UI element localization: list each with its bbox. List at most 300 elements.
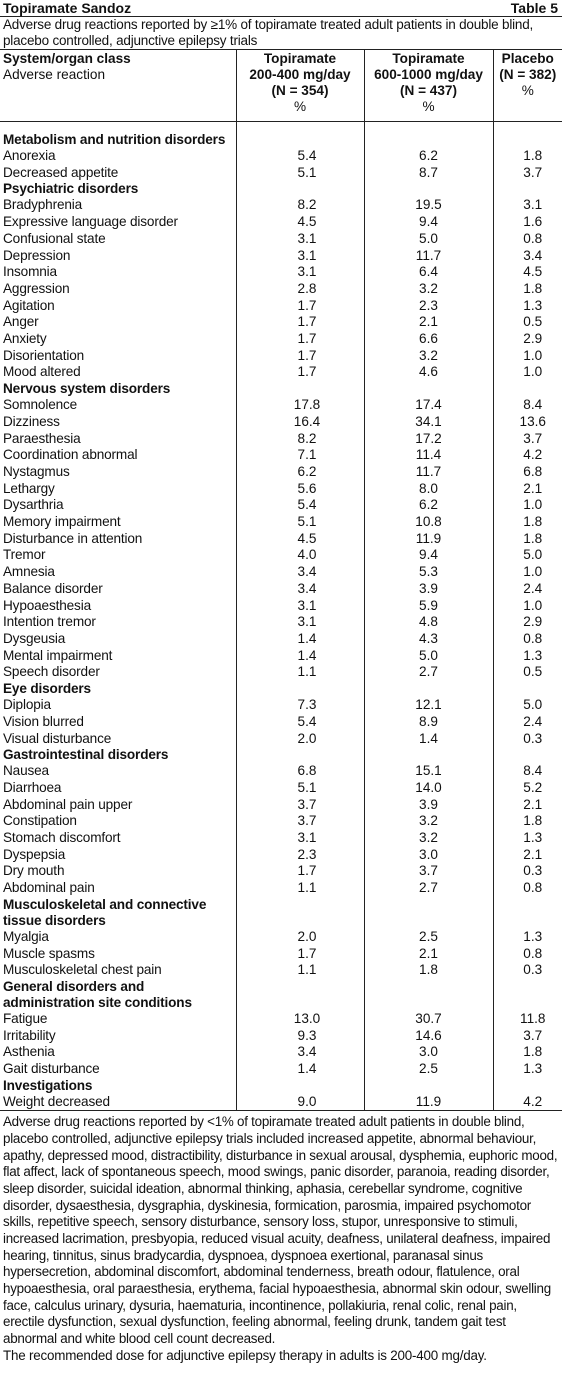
- value-t600: 3.7: [364, 863, 493, 880]
- table-row: [0, 780, 562, 797]
- section-cell-empty: [364, 181, 493, 197]
- table-row: [0, 1044, 562, 1061]
- value-t600: 6.2: [364, 148, 493, 165]
- table-row: [0, 847, 562, 864]
- value-placebo: 1.8: [493, 148, 562, 165]
- table-row: [0, 598, 562, 615]
- value-placebo: 4.5: [493, 264, 562, 281]
- document-title: Topiramate Sandoz: [3, 0, 132, 16]
- reaction-name: Constipation: [3, 813, 77, 829]
- table-row: [0, 697, 562, 714]
- column-header-t600-unit: %: [422, 99, 435, 114]
- value-t600: 2.3: [364, 298, 493, 315]
- value-placebo: 1.8: [493, 531, 562, 548]
- section-name: Nervous system disorders: [3, 381, 171, 397]
- column-header-t600: [364, 50, 493, 122]
- value-placebo: 5.0: [493, 547, 562, 564]
- reaction-name: Visual disturbance: [3, 730, 112, 746]
- value-t600: 11.4: [364, 447, 493, 464]
- value-t200: 5.6: [236, 481, 364, 498]
- reaction-name: Disturbance in attention: [3, 530, 143, 546]
- reaction-name: Expressive language disorder: [3, 214, 178, 230]
- column-header-class-title: System/organ class: [3, 51, 131, 66]
- reaction-name: Dyspepsia: [3, 846, 66, 862]
- table-row: [0, 581, 562, 598]
- reaction-name: Bradyphrenia: [3, 197, 83, 213]
- section-row: [0, 681, 562, 697]
- value-t600: 3.0: [364, 847, 493, 864]
- reaction-name: Agitation: [3, 297, 55, 313]
- value-t200: 3.4: [236, 581, 364, 598]
- section-cell-empty: [236, 1078, 364, 1094]
- value-t600: 5.3: [364, 564, 493, 581]
- reaction-name: Disorientation: [3, 347, 85, 363]
- table-body: [0, 122, 562, 1111]
- value-t200: 8.2: [236, 431, 364, 448]
- value-t200: 5.4: [236, 148, 364, 165]
- value-t200: 3.1: [236, 264, 364, 281]
- table-row: [0, 631, 562, 648]
- value-placebo: 0.5: [493, 664, 562, 681]
- value-placebo: 2.9: [493, 614, 562, 631]
- table-row: [0, 1028, 562, 1045]
- reaction-name: Abdominal pain upper: [3, 796, 133, 812]
- value-t600: 3.0: [364, 1044, 493, 1061]
- value-t600: 9.4: [364, 547, 493, 564]
- value-t600: 17.2: [364, 431, 493, 448]
- section-name: Investigations: [3, 1077, 93, 1093]
- value-placebo: 0.8: [493, 231, 562, 248]
- value-placebo: 1.6: [493, 214, 562, 231]
- reaction-name: Aggression: [3, 280, 70, 296]
- value-t200: 1.7: [236, 348, 364, 365]
- reaction-name: Anger: [3, 314, 39, 330]
- value-t200: 4.5: [236, 214, 364, 231]
- column-header-t600-dose: 600-1000 mg/day: [374, 67, 483, 82]
- value-t600: 3.2: [364, 830, 493, 847]
- value-placebo: 1.0: [493, 598, 562, 615]
- value-t600: 11.7: [364, 464, 493, 481]
- reaction-name: Intention tremor: [3, 614, 96, 630]
- value-t200: 5.1: [236, 780, 364, 797]
- reaction-name: Coordination abnormal: [3, 447, 138, 463]
- value-placebo: 5.2: [493, 780, 562, 797]
- column-header-class-sub: Adverse reaction: [3, 67, 106, 82]
- table-header: [0, 50, 562, 122]
- value-t200: 1.7: [236, 946, 364, 963]
- value-placebo: 4.2: [493, 447, 562, 464]
- value-t600: 11.9: [364, 1094, 493, 1111]
- value-t600: 2.5: [364, 929, 493, 946]
- reaction-name: Dry mouth: [3, 863, 65, 879]
- value-placebo: 0.8: [493, 880, 562, 897]
- value-t600: 1.8: [364, 962, 493, 979]
- section-name: General disorders and administration site conditions: [3, 978, 192, 1010]
- table-row: [0, 763, 562, 780]
- value-t600: 2.7: [364, 880, 493, 897]
- table-row: [0, 1011, 562, 1028]
- table-row: [0, 863, 562, 880]
- table-row: [0, 929, 562, 946]
- dose-note: The recommended dose for adjunctive epilepsy therapy in adults is 200-400 mg/day.: [3, 1347, 487, 1363]
- value-placebo: 1.0: [493, 364, 562, 381]
- value-t200: 1.1: [236, 962, 364, 979]
- reaction-name: Diplopia: [3, 697, 51, 713]
- table-row: [0, 664, 562, 681]
- value-t600: 3.9: [364, 797, 493, 814]
- value-t200: 9.0: [236, 1094, 364, 1111]
- section-cell-empty: [364, 897, 493, 929]
- reaction-name: Amnesia: [3, 564, 55, 580]
- value-placebo: 3.7: [493, 1028, 562, 1045]
- value-placebo: 8.4: [493, 763, 562, 780]
- value-t200: 1.1: [236, 880, 364, 897]
- value-t200: 5.4: [236, 714, 364, 731]
- value-t600: 6.4: [364, 264, 493, 281]
- section-row: [0, 132, 562, 148]
- value-placebo: 2.4: [493, 581, 562, 598]
- value-t600: 34.1: [364, 414, 493, 431]
- table-row: [0, 1094, 562, 1111]
- value-placebo: 0.3: [493, 863, 562, 880]
- reaction-name: Memory impairment: [3, 514, 121, 530]
- reaction-name: Hypoaesthesia: [3, 597, 91, 613]
- value-placebo: 1.3: [493, 1061, 562, 1078]
- table-spacer-row: [0, 122, 562, 133]
- table-row: [0, 614, 562, 631]
- value-t200: 3.1: [236, 248, 364, 265]
- value-t200: 5.4: [236, 497, 364, 514]
- spacer-cell: [493, 122, 562, 133]
- spacer-cell: [0, 122, 236, 133]
- value-t200: 3.4: [236, 564, 364, 581]
- value-placebo: 1.3: [493, 929, 562, 946]
- column-header-t200-title: Topiramate: [263, 51, 337, 66]
- table-row: [0, 946, 562, 963]
- value-t600: 11.9: [364, 531, 493, 548]
- table-row: [0, 962, 562, 979]
- value-t200: 5.1: [236, 165, 364, 182]
- value-t200: 5.1: [236, 514, 364, 531]
- reaction-name: Decreased appetite: [3, 164, 119, 180]
- value-t200: 2.8: [236, 281, 364, 298]
- column-header-t600-n: (N = 437): [399, 83, 458, 98]
- table-row: [0, 648, 562, 665]
- value-t200: 7.3: [236, 697, 364, 714]
- table-row: [0, 481, 562, 498]
- reaction-name: Anxiety: [3, 331, 47, 347]
- table-row: [0, 731, 562, 748]
- reaction-name: Lethargy: [3, 480, 55, 496]
- column-header-t200-dose: 200-400 mg/day: [249, 67, 351, 82]
- value-placebo: 3.4: [493, 248, 562, 265]
- column-header-t200: [236, 50, 364, 122]
- table-row: [0, 298, 562, 315]
- reaction-name: Nausea: [3, 763, 49, 779]
- value-t600: 1.4: [364, 731, 493, 748]
- value-placebo: 13.6: [493, 414, 562, 431]
- table-row: [0, 464, 562, 481]
- value-t600: 14.6: [364, 1028, 493, 1045]
- spacer-cell: [364, 122, 493, 133]
- table-row: [0, 214, 562, 231]
- table-label: Table 5: [510, 0, 558, 16]
- section-row: [0, 381, 562, 397]
- value-t600: 9.4: [364, 214, 493, 231]
- value-t600: 3.2: [364, 813, 493, 830]
- value-t200: 1.7: [236, 298, 364, 315]
- value-t600: 5.9: [364, 598, 493, 615]
- value-placebo: 8.4: [493, 397, 562, 414]
- table-row: [0, 797, 562, 814]
- reaction-name: Musculoskeletal chest pain: [3, 962, 162, 978]
- value-placebo: 2.4: [493, 714, 562, 731]
- value-t600: 4.8: [364, 614, 493, 631]
- table-row: [0, 447, 562, 464]
- table-row: [0, 813, 562, 830]
- table-row: [0, 547, 562, 564]
- table-row: [0, 281, 562, 298]
- value-t200: 1.1: [236, 664, 364, 681]
- value-t200: 1.4: [236, 631, 364, 648]
- section-cell-empty: [493, 979, 562, 1011]
- table-row: [0, 148, 562, 165]
- value-t600: 4.3: [364, 631, 493, 648]
- value-placebo: 3.1: [493, 197, 562, 214]
- table-row: [0, 431, 562, 448]
- value-placebo: 3.7: [493, 431, 562, 448]
- section-cell-empty: [364, 1078, 493, 1094]
- value-t600: 6.2: [364, 497, 493, 514]
- value-placebo: 4.2: [493, 1094, 562, 1111]
- value-t600: 3.2: [364, 281, 493, 298]
- reaction-name: Mood altered: [3, 364, 81, 380]
- section-cell-empty: [493, 181, 562, 197]
- value-placebo: 0.3: [493, 731, 562, 748]
- table-row: [0, 197, 562, 214]
- value-t200: 4.5: [236, 531, 364, 548]
- reaction-name: Depression: [3, 247, 71, 263]
- value-placebo: 6.8: [493, 464, 562, 481]
- value-t200: 3.1: [236, 614, 364, 631]
- table-row: [0, 248, 562, 265]
- value-t200: 1.7: [236, 314, 364, 331]
- reaction-name: Nystagmus: [3, 463, 70, 479]
- reaction-name: Balance disorder: [3, 580, 103, 596]
- value-t600: 8.9: [364, 714, 493, 731]
- table-row: [0, 564, 562, 581]
- value-t600: 19.5: [364, 197, 493, 214]
- section-name: Eye disorders: [3, 681, 91, 697]
- value-placebo: 2.1: [493, 481, 562, 498]
- table-row: [0, 331, 562, 348]
- value-t600: 30.7: [364, 1011, 493, 1028]
- section-cell-empty: [493, 747, 562, 763]
- section-cell-empty: [236, 132, 364, 148]
- value-t200: 3.1: [236, 231, 364, 248]
- value-t600: 2.5: [364, 1061, 493, 1078]
- value-t600: 5.0: [364, 231, 493, 248]
- value-placebo: 11.8: [493, 1011, 562, 1028]
- value-t600: 2.7: [364, 664, 493, 681]
- value-t200: 1.7: [236, 364, 364, 381]
- section-name: Metabolism and nutrition disorders: [3, 132, 226, 147]
- section-cell-empty: [364, 747, 493, 763]
- table-row: [0, 514, 562, 531]
- value-placebo: 1.3: [493, 648, 562, 665]
- reaction-name: Tremor: [3, 547, 46, 563]
- value-placebo: 1.3: [493, 830, 562, 847]
- reaction-name: Weight decreased: [3, 1093, 110, 1109]
- section-name: Musculoskeletal and connective tissue disorders: [3, 896, 207, 928]
- value-placebo: 5.0: [493, 697, 562, 714]
- section-cell-empty: [493, 132, 562, 148]
- value-t600: 6.6: [364, 331, 493, 348]
- reaction-name: Irritability: [3, 1027, 56, 1043]
- value-placebo: 0.8: [493, 946, 562, 963]
- value-placebo: 1.8: [493, 1044, 562, 1061]
- value-t600: 8.7: [364, 165, 493, 182]
- value-t200: 13.0: [236, 1011, 364, 1028]
- value-placebo: 1.8: [493, 813, 562, 830]
- value-t200: 3.7: [236, 813, 364, 830]
- value-t600: 2.1: [364, 314, 493, 331]
- reaction-name: Dysgeusia: [3, 630, 66, 646]
- table-row: [0, 231, 562, 248]
- reaction-name: Myalgia: [3, 928, 49, 944]
- section-row: [0, 747, 562, 763]
- value-t200: 1.4: [236, 648, 364, 665]
- adverse-reactions-table: [0, 50, 562, 1111]
- value-t600: 17.4: [364, 397, 493, 414]
- table-row: [0, 1061, 562, 1078]
- value-t600: 3.2: [364, 348, 493, 365]
- reaction-name: Vision blurred: [3, 713, 84, 729]
- reaction-name: Muscle spasms: [3, 945, 95, 961]
- section-cell-empty: [364, 681, 493, 697]
- section-name: Psychiatric disorders: [3, 181, 139, 197]
- value-t200: 9.3: [236, 1028, 364, 1045]
- column-header-placebo-unit: %: [521, 83, 534, 98]
- value-t600: 10.8: [364, 514, 493, 531]
- value-placebo: 2.9: [493, 331, 562, 348]
- value-t200: 3.4: [236, 1044, 364, 1061]
- value-t200: 3.1: [236, 830, 364, 847]
- column-header-placebo-n: (N = 382): [499, 67, 557, 82]
- document-header: [0, 0, 562, 17]
- section-cell-empty: [493, 1078, 562, 1094]
- value-placebo: 0.5: [493, 314, 562, 331]
- table-row: [0, 364, 562, 381]
- reaction-name: Insomnia: [3, 264, 57, 280]
- table-caption: Adverse drug reactions reported by ≥1% of topiramate treated adult patients in double blind, placebo controlled, adjunctive epilepsy trials: [0, 17, 562, 50]
- value-t200: 2.0: [236, 929, 364, 946]
- column-header-t200-n: (N = 354): [271, 83, 329, 98]
- value-t200: 3.7: [236, 797, 364, 814]
- value-t200: 2.0: [236, 731, 364, 748]
- value-placebo: 1.0: [493, 564, 562, 581]
- value-placebo: 2.1: [493, 847, 562, 864]
- value-t200: 7.1: [236, 447, 364, 464]
- section-row: [0, 1078, 562, 1094]
- value-t600: 14.0: [364, 780, 493, 797]
- footnote: Adverse drug reactions reported by <1% of topiramate treated adult patients in double blind, placebo controlled, adjunctive epilepsy trials included increased appetite, abnormal behaviour, apathy, depressed mood, distractibility, disturbance in sexual arousal, dysphemia, euphoric mood, flat affect, lack of spontaneous speech, mood swings, panic disorder, paranoia, reading disorder, sleep disorder, suicidal ideation, abnormal thinking, aphasia, cerebellar syndrome, cognitive disorder, dysaesthesia, dysgraphia, dyskinesia, formication, parosmia, impaired psychomotor skills, repetitive speech, sensory disturbance, sensory loss, stupor, unresponsive to stimuli, increased lacrimation, presbyopia, reduced visual acuity, deafness, unilateral deafness, impaired hearing, tinnitus, sinus bradycardia, dyspnoea, dyspnoea exertional, paranasal sinus hypersecretion, abdominal discomfort, abdominal tenderness, breath odour, flatulence, oral hypoaesthesia, oral paraesthesia, erythema, facial hypoaesthesia, abnormal skin odour, swelling face, calculus urinary, dysuria, haematuria, incontinence, pollakiuria, renal colic, renal pain, erectile dysfunction, sexual dysfunction, feeling abnormal, feeling drunk, tandem gait test abnormal and white blood cell count decreased.: [3, 1114, 558, 1346]
- value-t200: 16.4: [236, 414, 364, 431]
- value-placebo: 0.3: [493, 962, 562, 979]
- reaction-name: Paraesthesia: [3, 430, 81, 446]
- section-name: Gastrointestinal disorders: [3, 747, 169, 763]
- table-row: [0, 314, 562, 331]
- table-row: [0, 830, 562, 847]
- value-placebo: 2.1: [493, 797, 562, 814]
- spacer-cell: [236, 122, 364, 133]
- table-row: [0, 264, 562, 281]
- table-row: [0, 497, 562, 514]
- reaction-name: Dizziness: [3, 413, 60, 429]
- value-t600: 8.0: [364, 481, 493, 498]
- value-placebo: 0.8: [493, 631, 562, 648]
- section-cell-empty: [493, 381, 562, 397]
- value-placebo: 3.7: [493, 165, 562, 182]
- reaction-name: Confusional state: [3, 230, 106, 246]
- reaction-name: Anorexia: [3, 148, 56, 163]
- reaction-name: Fatigue: [3, 1010, 48, 1026]
- reaction-name: Diarrhoea: [3, 779, 62, 795]
- value-t200: 4.0: [236, 547, 364, 564]
- value-t200: 8.2: [236, 197, 364, 214]
- table-row: [0, 880, 562, 897]
- table-row: [0, 714, 562, 731]
- value-t600: 3.9: [364, 581, 493, 598]
- section-cell-empty: [236, 897, 364, 929]
- section-cell-empty: [493, 897, 562, 929]
- value-t600: 12.1: [364, 697, 493, 714]
- section-cell-empty: [364, 132, 493, 148]
- reaction-name: Stomach discomfort: [3, 830, 121, 846]
- reaction-name: Somnolence: [3, 397, 78, 413]
- value-t200: 1.4: [236, 1061, 364, 1078]
- column-header-class: [0, 50, 236, 122]
- value-t200: 6.2: [236, 464, 364, 481]
- value-t200: 17.8: [236, 397, 364, 414]
- value-t600: 2.1: [364, 946, 493, 963]
- reaction-name: Abdominal pain: [3, 880, 95, 896]
- section-cell-empty: [236, 747, 364, 763]
- table-row: [0, 414, 562, 431]
- section-cell-empty: [493, 681, 562, 697]
- value-t600: 11.7: [364, 248, 493, 265]
- section-row: [0, 897, 562, 929]
- section-row: [0, 979, 562, 1011]
- value-placebo: 1.0: [493, 497, 562, 514]
- column-header-t600-title: Topiramate: [392, 51, 465, 66]
- value-placebo: 1.8: [493, 514, 562, 531]
- column-header-t200-unit: %: [293, 99, 307, 114]
- section-cell-empty: [364, 381, 493, 397]
- value-t600: 5.0: [364, 648, 493, 665]
- section-cell-empty: [236, 979, 364, 1011]
- reaction-name: Gait disturbance: [3, 1061, 100, 1077]
- value-t600: 15.1: [364, 763, 493, 780]
- section-row: [0, 181, 562, 197]
- value-t200: 2.3: [236, 847, 364, 864]
- table-row: [0, 348, 562, 365]
- reaction-name: Mental impairment: [3, 647, 113, 663]
- column-header-placebo-title: Placebo: [501, 51, 554, 66]
- section-cell-empty: [236, 681, 364, 697]
- value-placebo: 1.3: [493, 298, 562, 315]
- value-t200: 6.8: [236, 763, 364, 780]
